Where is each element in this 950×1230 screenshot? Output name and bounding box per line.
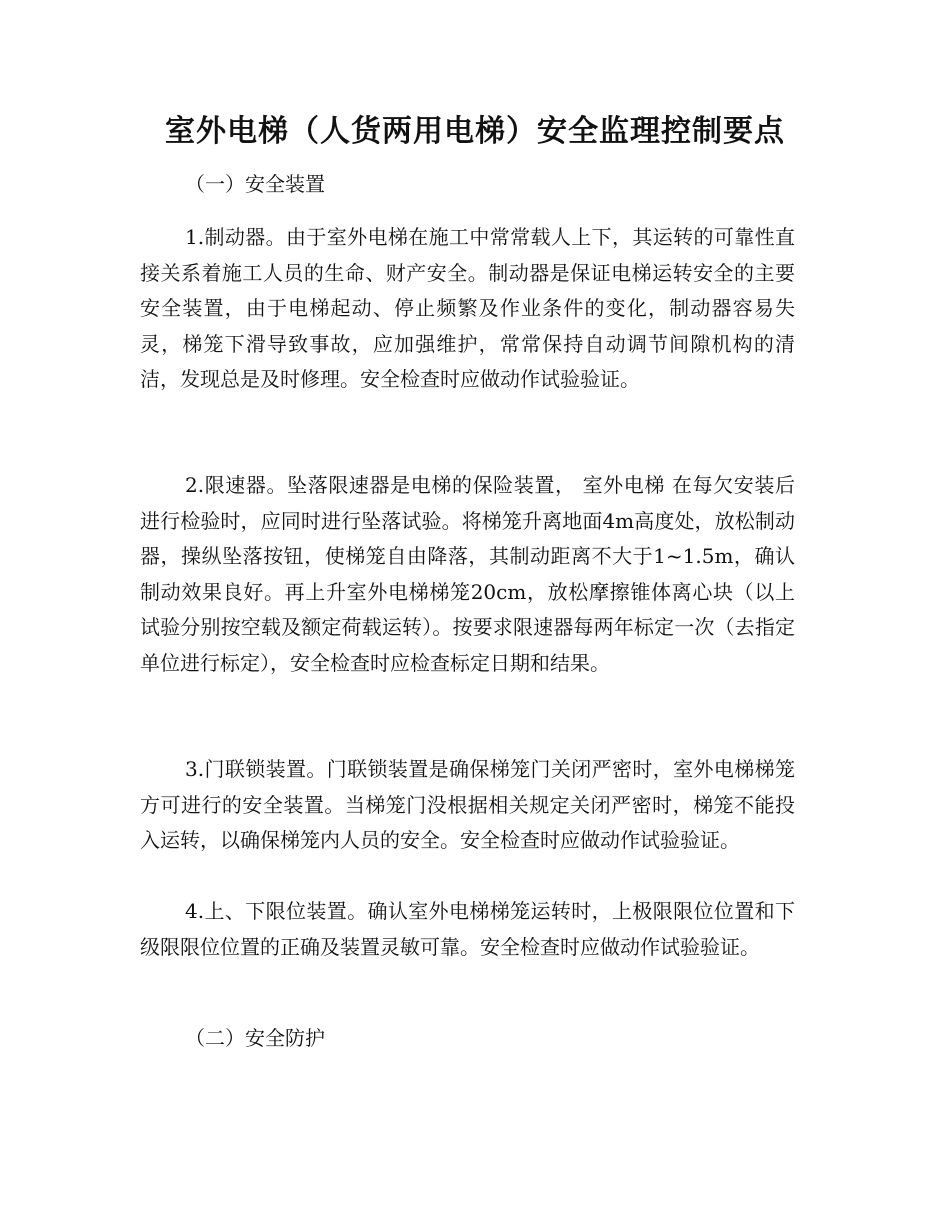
document-title: 室外电梯（人货两用电梯）安全监理控制要点 — [165, 114, 785, 149]
paragraph-speed-limiter: 2.限速器。坠落限速器是电梯的保险装置， 室外电梯 在每欠安装后进行检验时，应同时进行坠落试验。将梯笼升离地面4m高度处，放松制动器，操纵坠落按钮，使梯笼自由降落，其制动距离不大于1~1.5m，确认制动效果良好。再上升室外电梯梯笼20cm，放松摩擦锥体离心块（以上试验分别按空载及额定荷载运转）。按要求限速器每两年标定一次（去指定单位进行标定），安全检查时应检查标定日期和结果。 — [140, 473, 795, 675]
section-heading-safety-devices: （一）安全装置 — [185, 172, 325, 196]
paragraph-door-interlock: 3.门联锁装置。门联锁装置是确保梯笼门关闭严密时，室外电梯梯笼方可进行的安全装置。当梯笼门没根据相关规定关闭严密时，梯笼不能投入运转，以确保梯笼内人员的安全。安全检查时应做动作试验验证。 — [140, 757, 795, 852]
section-heading-safety-protection: （二）安全防护 — [185, 1026, 325, 1050]
paragraph-limit-switches: 4.上、下限位装置。确认室外电梯梯笼运转时，上极限限位位置和下级限限位位置的正确及装置灵敏可靠。安全检查时应做动作试验验证。 — [140, 899, 795, 959]
paragraph-brake: 1.制动器。由于室外电梯在施工中常常载人上下，其运转的可靠性直接关系着施工人员的生命、财产安全。制动器是保证电梯运转安全的主要安全装置，由于电梯起动、停止频繁及作业条件的变化，制动器容易失灵，梯笼下滑导致事故，应加强维护，常常保持自动调节间隙机构的清洁，发现总是及时修理。安全检查时应做动作试验验证。 — [140, 225, 795, 391]
